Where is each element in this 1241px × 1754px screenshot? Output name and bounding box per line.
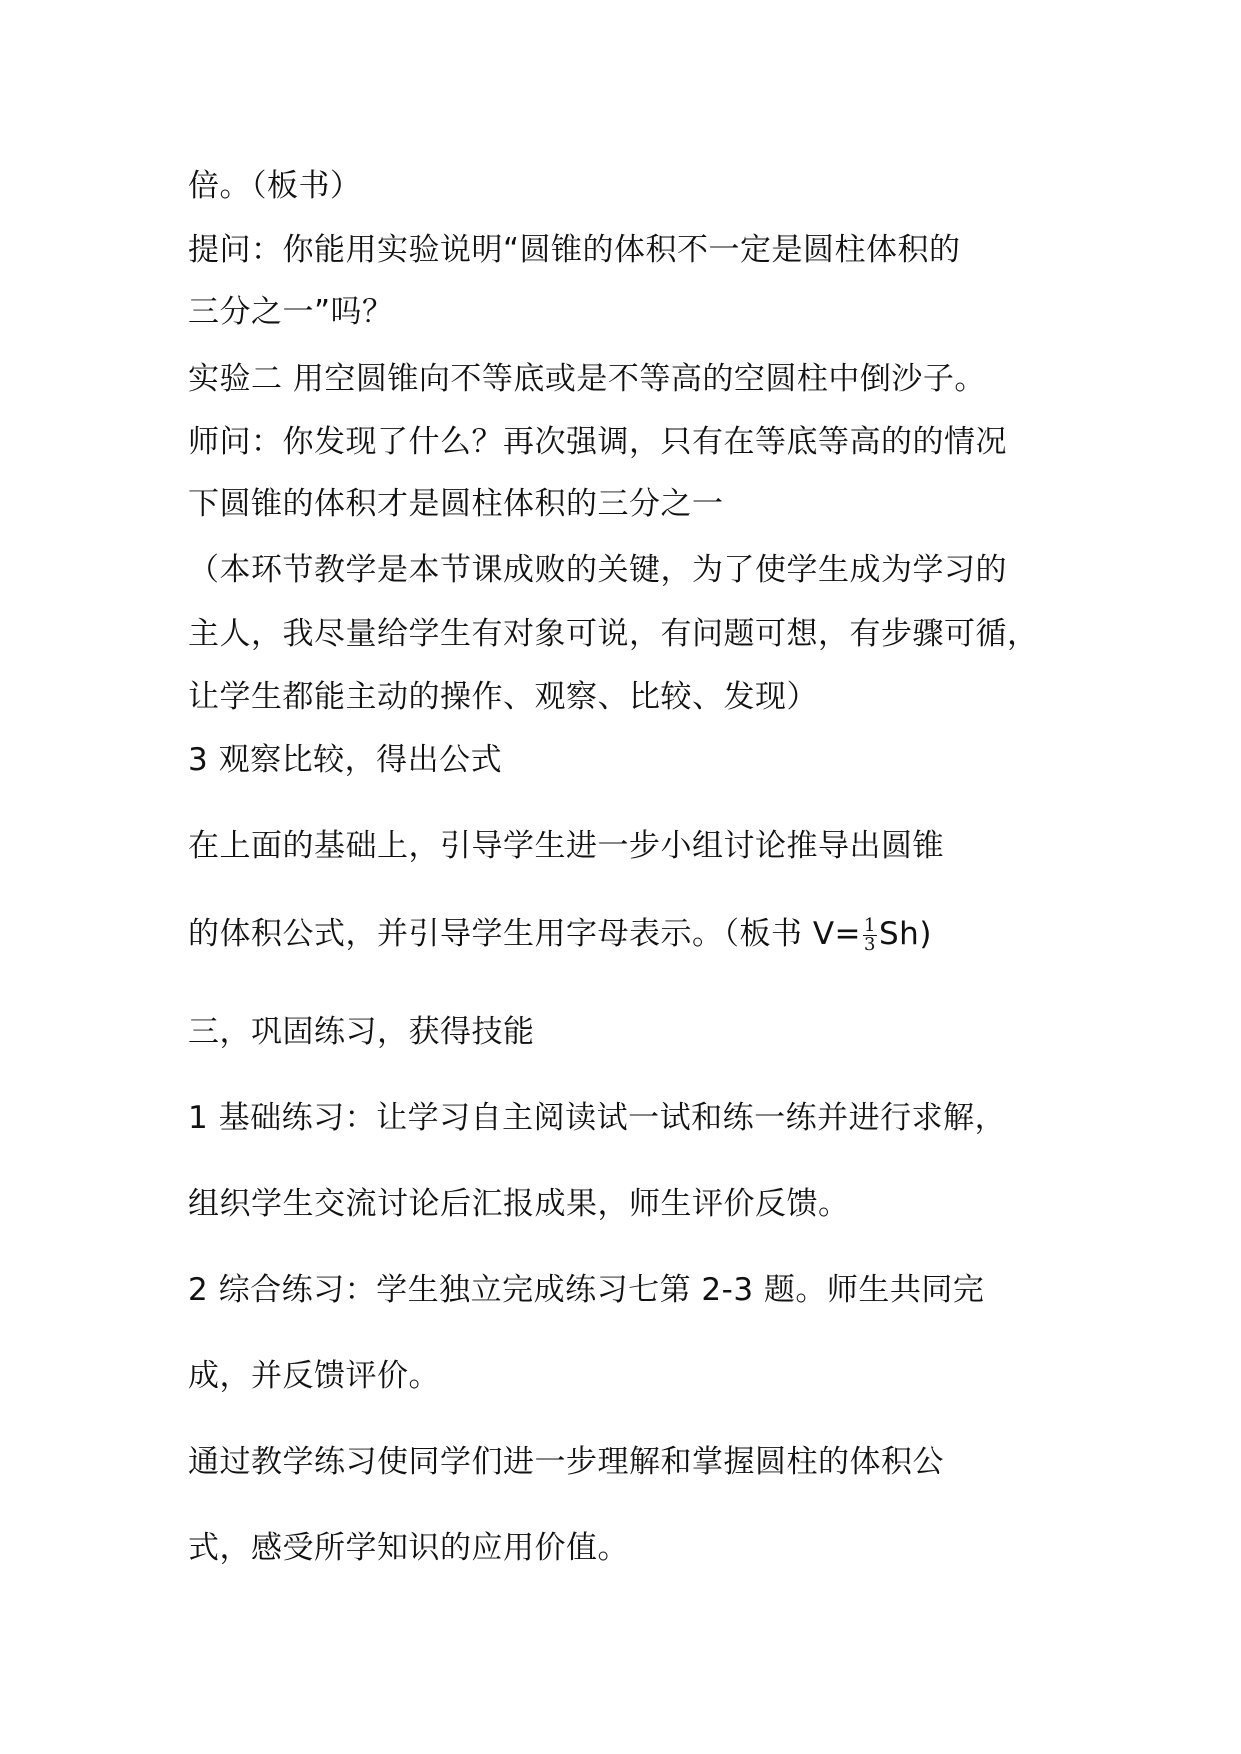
text-line-10: 3 观察比较，得出公式 [188,742,503,778]
text-line-6: 下圆锥的体积才是圆柱体积的三分之一 [188,486,724,522]
text-line-5: 师问：你发现了什么？再次强调，只有在等底等高的的情况 [188,424,1007,460]
text-line-1: 倍。（板书） [188,168,362,204]
text-line-9: 让学生都能主动的操作、观察、比较、发现） [188,679,818,715]
text-line-13: 1 基础练习：让学习自主阅读试一试和练一练并进行求解， [188,1100,1007,1136]
text-line-7: （本环节教学是本节课成败的关键，为了使学生成为学习的 [188,552,1007,588]
text-line-4: 实验二 用空圆锥向不等底或是不等高的空圆柱中倒沙子。 [188,361,986,397]
fraction-denominator: 3 [864,934,876,955]
text-line-2: 提问：你能用实验说明“圆锥的体积不一定是圆柱体积的 [188,232,961,268]
text-line-18: 式，感受所学知识的应用价值。 [188,1530,629,1566]
text-line-3: 三分之一”吗？ [188,294,394,330]
text-line-16: 成，并反馈评价。 [188,1358,440,1394]
text-line-14: 组织学生交流讨论后汇报成果，师生评价反馈。 [188,1186,850,1222]
formula-prefix: 的体积公式，并引导学生用字母表示。（板书 V= [188,916,862,952]
text-line-15: 2 综合练习：学生独立完成练习七第 2-3 题。师生共同完 [188,1272,985,1308]
formula-suffix: Sh) [879,916,932,952]
text-line-8: 主人，我尽量给学生有对象可说，有问题可想，有步骤可循， [188,616,1039,652]
text-line-12: 三，巩固练习，获得技能 [188,1014,535,1050]
fraction-one-third [863,917,877,954]
text-line-17: 通过教学练习使同学们进一步理解和掌握圆柱的体积公 [188,1444,944,1480]
formula-line [188,914,932,954]
fraction-numerator: 1 [864,915,876,936]
text-line-11: 在上面的基础上，引导学生进一步小组讨论推导出圆锥 [188,828,944,864]
